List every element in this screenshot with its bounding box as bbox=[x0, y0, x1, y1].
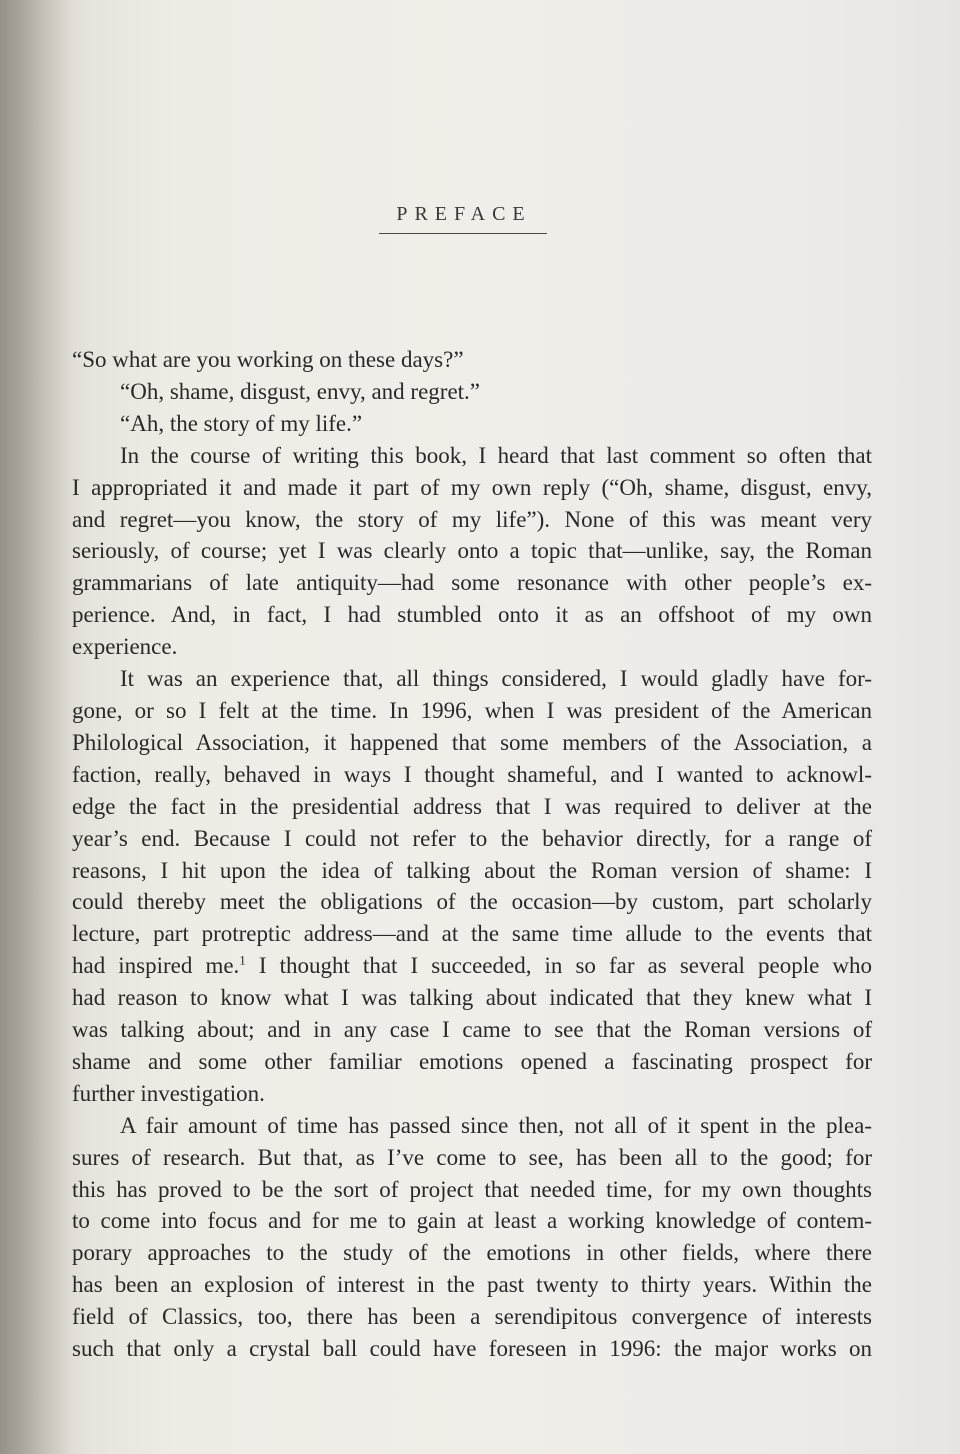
text-line bbox=[72, 759, 872, 791]
text-line bbox=[72, 1205, 872, 1237]
text-line-content: I appropriated it and made it part of my own reply (“Oh, shame, disgust, envy, bbox=[72, 474, 872, 500]
text-line bbox=[72, 791, 872, 823]
text-line bbox=[72, 1014, 872, 1046]
text-line-content: had inspired me. bbox=[72, 953, 240, 979]
text-line bbox=[72, 1078, 872, 1110]
text-line bbox=[72, 950, 872, 982]
text-line-continuation: I thought that I succeeded, in so far as several people who bbox=[245, 953, 873, 979]
text-line bbox=[72, 1301, 872, 1333]
text-line-content: It was an experience that, all things considered, I would gladly have for- bbox=[120, 666, 872, 692]
text-line bbox=[72, 376, 872, 408]
text-line-content: perience. And, in fact, I had stumbled onto it as an offshoot of my own bbox=[72, 602, 872, 628]
heading-underline bbox=[379, 233, 547, 234]
text-line-content: field of Classics, too, there has been a serendipitous convergence of interests bbox=[72, 1304, 872, 1330]
text-line-content: porary approaches to the study of the emotions in other fields, where there bbox=[72, 1240, 872, 1266]
text-line-content: “So what are you working on these days?” bbox=[72, 347, 464, 372]
text-line bbox=[72, 727, 872, 759]
text-line-content: A fair amount of time has passed since then, not all of it spent in the plea- bbox=[120, 1112, 872, 1138]
text-line bbox=[72, 855, 872, 887]
text-line-content: “Oh, shame, disgust, envy, and regret.” bbox=[120, 378, 481, 404]
text-line-content: has been an explosion of interest in the past twenty to thirty years. Within the bbox=[72, 1272, 872, 1298]
text-line-content: Philological Association, it happened that some members of the Association, a bbox=[72, 729, 872, 755]
text-line-content: In the course of writing this book, I heard that last comment so often that bbox=[120, 442, 872, 468]
text-line bbox=[72, 823, 872, 855]
text-line bbox=[72, 1269, 872, 1301]
footnote-marker: 1 bbox=[239, 952, 246, 968]
text-line bbox=[72, 982, 872, 1014]
text-line-content: faction, really, behaved in ways I thought shameful, and I wanted to acknowl- bbox=[72, 761, 872, 787]
text-line bbox=[72, 663, 872, 695]
text-line bbox=[72, 408, 872, 440]
text-line bbox=[72, 535, 872, 567]
text-line-content: edge the fact in the presidential address that I was required to deliver at the bbox=[72, 793, 872, 819]
text-line bbox=[72, 472, 872, 504]
text-line-content: seriously, of course; yet I was clearly onto a topic that—unlike, say, the Roman bbox=[72, 538, 872, 564]
text-line bbox=[72, 886, 872, 918]
text-line bbox=[72, 631, 872, 663]
text-line bbox=[72, 1046, 872, 1078]
text-line-content: could thereby meet the obligations of the occasion—by custom, part scholarly bbox=[72, 889, 872, 915]
text-line bbox=[72, 344, 872, 376]
text-line bbox=[72, 918, 872, 950]
text-line-content: to come into focus and for me to gain at least a working knowledge of contem- bbox=[72, 1208, 872, 1234]
text-line-content: had reason to know what I was talking about indicated that they knew what I bbox=[72, 985, 872, 1011]
text-line-content: grammarians of late antiquity—had some resonance with other people’s ex- bbox=[72, 570, 872, 596]
body-text bbox=[72, 344, 872, 1365]
text-line-content: gone, or so I felt at the time. In 1996, when I was president of the American bbox=[72, 697, 872, 723]
text-line-content: this has proved to be the sort of project that needed time, for my own thoughts bbox=[72, 1176, 872, 1202]
text-line bbox=[72, 1142, 872, 1174]
text-line-content: year’s end. Because I could not refer to the behavior directly, for a range of bbox=[72, 825, 872, 851]
text-line-content: lecture, part protreptic address—and at the same time allude to the events that bbox=[72, 921, 872, 947]
text-line bbox=[72, 599, 872, 631]
text-line-content: “Ah, the story of my life.” bbox=[120, 410, 363, 436]
page-gutter-shadow bbox=[0, 0, 70, 1454]
text-line-content: shame and some other familiar emotions opened a fascinating prospect for bbox=[72, 1048, 872, 1074]
text-line bbox=[72, 1333, 872, 1365]
text-line-content: experience. bbox=[72, 634, 178, 660]
text-line-content: was talking about; and in any case I came to see that the Roman versions of bbox=[72, 1017, 872, 1043]
text-line-content: sures of research. But that, as I’ve come to see, has been all to the good; for bbox=[72, 1144, 872, 1170]
text-line bbox=[72, 695, 872, 727]
text-line-content: further investigation. bbox=[72, 1080, 265, 1106]
text-line bbox=[72, 440, 872, 472]
text-line bbox=[72, 1237, 872, 1269]
text-line-content: reasons, I hit upon the idea of talking about the Roman version of shame: I bbox=[72, 857, 872, 883]
text-line-content: such that only a crystal ball could have foreseen in 1996: the major works on bbox=[72, 1336, 872, 1362]
text-line-content: and regret—you know, the story of my life”). None of this was meant very bbox=[72, 506, 872, 532]
text-line bbox=[72, 1174, 872, 1206]
text-line bbox=[72, 1110, 872, 1142]
chapter-heading: PREFACE bbox=[396, 203, 532, 225]
text-line bbox=[72, 504, 872, 536]
text-line bbox=[72, 567, 872, 599]
